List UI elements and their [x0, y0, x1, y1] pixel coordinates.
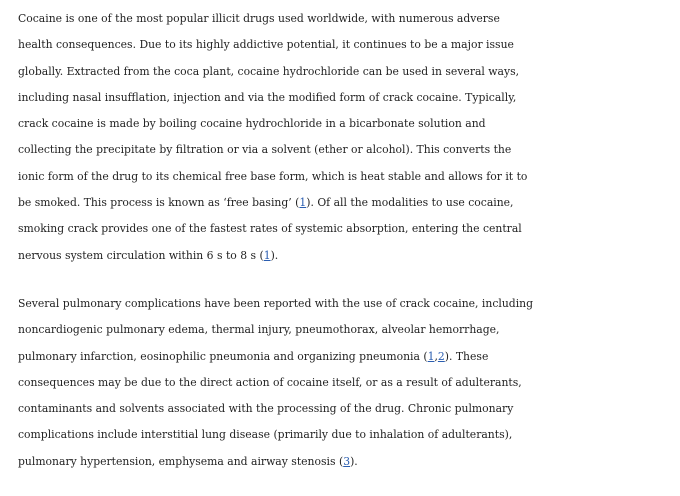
paragraph [18, 291, 678, 475]
text-segment: contaminants and solvents associated with the processing of the drug. Chronic pulmonary [18, 402, 514, 416]
text-line [18, 6, 678, 32]
text-line [18, 85, 678, 111]
text-line [18, 317, 678, 343]
text-segment: ). Of all the modalities to use cocaine, [306, 196, 514, 210]
text-segment: pulmonary infarction, eosinophilic pneumonia and organizing pneumonia ( [18, 349, 428, 363]
text-segment: noncardiogenic pulmonary edema, thermal injury, pneumothorax, alveolar hemorrhage, [18, 323, 500, 337]
text-line [18, 32, 678, 58]
text-line [18, 190, 678, 216]
text-line [18, 396, 678, 422]
text-segment: , [434, 349, 438, 363]
text-line [18, 344, 678, 370]
text-line [18, 422, 678, 448]
text-segment: crack cocaine is made by boiling cocaine hydrochloride in a bicarbonate solution and [18, 117, 486, 131]
text-segment: globally. Extracted from the coca plant, cocaine hydrochloride can be used in several ways, [18, 64, 520, 78]
text-segment: smoking crack provides one of the fastest rates of systemic absorption, entering the central [18, 222, 522, 236]
citation-link[interactable]: 1 [427, 349, 435, 363]
text-line [18, 216, 678, 242]
text-segment: health consequences. Due to its highly addictive potential, it continues to be a major issue [18, 38, 514, 52]
text-segment: Cocaine is one of the most popular illicit drugs used worldwide, with numerous adverse [18, 12, 500, 25]
text-line [18, 449, 678, 475]
citation-link[interactable]: 1 [263, 248, 271, 262]
text-segment: including nasal insufflation, injection and via the modified form of crack cocaine. Typically, [18, 90, 517, 104]
text-segment: ). [350, 454, 358, 468]
text-segment: be smoked. This process is known as ‘free basing’ ( [18, 196, 300, 210]
text-segment: pulmonary hypertension, emphysema and airway stenosis ( [18, 454, 344, 468]
text-line [18, 59, 678, 85]
text-segment: nervous system circulation within 6 s to 8 s ( [18, 248, 264, 262]
paragraph [18, 6, 678, 269]
text-segment: Several pulmonary complications have been reported with the use of crack cocaine, including [18, 296, 534, 310]
text-line [18, 370, 678, 396]
text-segment: ). These [444, 349, 489, 363]
text-line [18, 111, 678, 137]
text-segment: complications include interstitial lung disease (primarily due to inhalation of adulterants), [18, 428, 513, 442]
text-segment: collecting the precipitate by filtration or via a solvent (ether or alcohol). This converts the [18, 143, 512, 157]
text-segment: consequences may be due to the direct action of cocaine itself, or as a result of adulterants, [18, 375, 522, 389]
text-line [18, 291, 678, 317]
text-line [18, 137, 678, 163]
text-line [18, 164, 678, 190]
citation-link[interactable]: 2 [437, 349, 445, 363]
text-line [18, 243, 678, 269]
citation-link[interactable]: 1 [299, 196, 307, 210]
citation-link[interactable]: 3 [343, 454, 351, 468]
text-segment: ionic form of the drug to its chemical free base form, which is heat stable and allows for it to [18, 169, 528, 183]
text-segment: ). [270, 248, 279, 262]
